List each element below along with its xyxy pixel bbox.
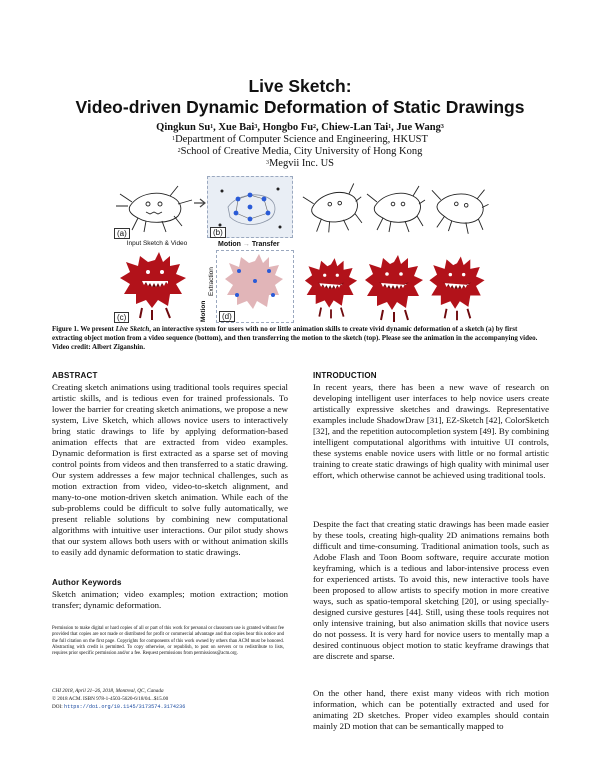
motion-extraction-label-2: Extraction — [208, 267, 215, 296]
panel-d-motion-extraction — [216, 250, 294, 323]
arrow-right-icon — [194, 198, 208, 208]
author-list: Qingkun Su$^1$, Xue Bai$^3$, Hongbo Fu$^2$, Chiew-Lan Tai$^1$, Jue Wang$^3$ — [156, 122, 444, 133]
sketch-frame — [427, 182, 490, 236]
author-name: Qingkun Su$^1$ — [156, 122, 214, 133]
animated-sketch-frames — [300, 176, 490, 238]
conference-info: CHI 2018, April 21–26, 2018, Montreal, QC, Canada — [52, 688, 164, 694]
doi-link[interactable]: https://doi.org/10.1145/3173574.3174236 — [63, 704, 186, 710]
sketch-frame — [367, 186, 425, 232]
permission-notice: Permission to make digital or hard copies of all or part of this work for personal or classroom use is granted without fee provided that copies are not made or distributed for profit or commercial advantage and that copies bear this notice and the full citation on the first page. Copyrights for components of this work owned by others than ACM must be honored. Abstracting with credit is permitted. To copy otherwise, or republish, to post on servers or to redistribute to lists, requires prior specific permission and/or a fee. Request permissions from permissions@acm.org. — [52, 626, 284, 657]
author-name: Xue Bai$^3$ — [218, 122, 258, 133]
panel-d-label: (d) — [219, 311, 235, 322]
motion-transfer-label: Motion → Transfer — [218, 241, 280, 248]
sketch-result-row — [300, 176, 490, 238]
keywords-text: Sketch animation; video examples; motion extraction; motion transfer; dynamic deformation. — [52, 589, 288, 610]
panel-c-label: (c) — [114, 312, 129, 323]
intro-paragraph-3: On the other hand, there exist many videos with rich motion information, which can be potentially extracted and used for animating 2D sketches. Proper video examples should contain mainly 2D motion that can be semantically mapped to — [313, 688, 549, 731]
intro-paragraph-2: Despite the fact that creating static drawings has been made easier by these tools, creating high-quality 2D animations remains both difficult and time-consuming. Traditional animation tools, such as Adobe Flash and Toon Boom software, require accurate motion keyframing, which is a tedious and labor-intensive process even for experienced artists. To avoid this, new interactive tools have been proposed to allow artists to specify motion in more creative ways, such as spatio-temporal sketching [20], or using specially-designed cursive gestures [44]. Still, using these tools requires not only intensive training, but also animation skills that novice users do not possess. It is very hard for novice users to mentally map a desired continuous object motion to static keyframe drawings that are discrete and sparse. — [313, 519, 549, 661]
panel-c-video-frame — [112, 250, 198, 323]
monster-frame — [429, 257, 484, 321]
input-label: Input Sketch & Video — [126, 240, 188, 247]
introduction-heading: INTRODUCTION — [313, 371, 377, 380]
affiliation-3: $^3$Megvii Inc. US — [265, 158, 335, 169]
author-name: Hongbo Fu$^2$ — [262, 122, 317, 133]
abstract-text: Creating sketch animations using traditional tools requires special artistic skills, and is tedious even for trained professionals. To lower the barrier for creating sketch animations, we propose a new system, Live Sketch, which allows novice users to interactively bring static drawings to life by applying deformation-based animation effects that are extracted from video examples. Dynamic deformation is first extracted as a sparse set of moving control points from videos and then transferred to a static drawing. Our system addresses a few major technical challenges, such as motion extraction from video, video-to-sketch alignment, and many-to-one motion-driven sketch animation. While each of the sub-problems could be difficult to solve fully automatically, we present reliable solutions by combining new computational algorithms with intuitive user interactions. Our pilot study shows that our system allows both users with or without animation skills to easily add dynamic deformation to static drawings. — [52, 382, 288, 557]
panel-b-control-points — [207, 176, 293, 238]
monster-frame — [305, 258, 357, 318]
affiliation-1: $^1$Department of Computer Science and Engineering, HKUST — [172, 134, 428, 145]
copyright-notice: © 2018 ACM. ISBN 978-1-4503-5620-6/18/04...$15.00 — [52, 696, 169, 702]
monster-frame — [365, 255, 423, 322]
video-frames-row — [300, 250, 490, 323]
intro-paragraph-1: In recent years, there has been a new wave of research on developing intelligent user interfaces to help novice users create artistically expressive sketches and drawings. Representative examples include ShadowDraw [31], EZ-Sketch [42], ColorSketch [32], and the repetition autocompletion system [49]. By combining intelligent computational algorithms with intuitive UI controls, these systems enable novice users with little or no formal artistic training to create static drawings of high quality with minimal user effort, which otherwise cannot be achieved using traditional tools. — [313, 382, 549, 480]
motion-extraction-label-1: Motion — [200, 300, 207, 322]
abstract-heading: ABSTRACT — [52, 371, 98, 380]
figure-caption: Figure 1. We present Live Sketch, an interactive system for users with no or little animation skills to create vivid dynamic deformation of a sketch (a) by first extracting object motion from a video sequence (bottom), and then transferring the motion to the sketch (top). Please see the animation in the accompanying video. Video credit: Albert Ziganshin. — [52, 325, 538, 352]
author-name: Jue Wang$^3$ — [396, 122, 444, 133]
keywords-heading: Author Keywords — [52, 578, 122, 587]
affiliation-2: $^2$School of Creative Media, City University of Hong Kong — [177, 146, 423, 157]
teaser-figure — [112, 176, 490, 323]
panel-a-label: (a) — [114, 228, 130, 239]
panel-a-input-sketch — [112, 176, 198, 238]
panel-b-label: (b) — [210, 227, 226, 238]
paper-title-line-1: Live Sketch: — [248, 76, 352, 96]
doi-line: DOI: https://doi.org/10.1145/3173574.3174236 — [52, 704, 186, 710]
sketch-frame — [302, 183, 364, 235]
author-name: Chiew-Lan Tai$^1$ — [321, 122, 392, 133]
paper-title-line-2: Video-driven Dynamic Deformation of Static Drawings — [75, 97, 525, 117]
